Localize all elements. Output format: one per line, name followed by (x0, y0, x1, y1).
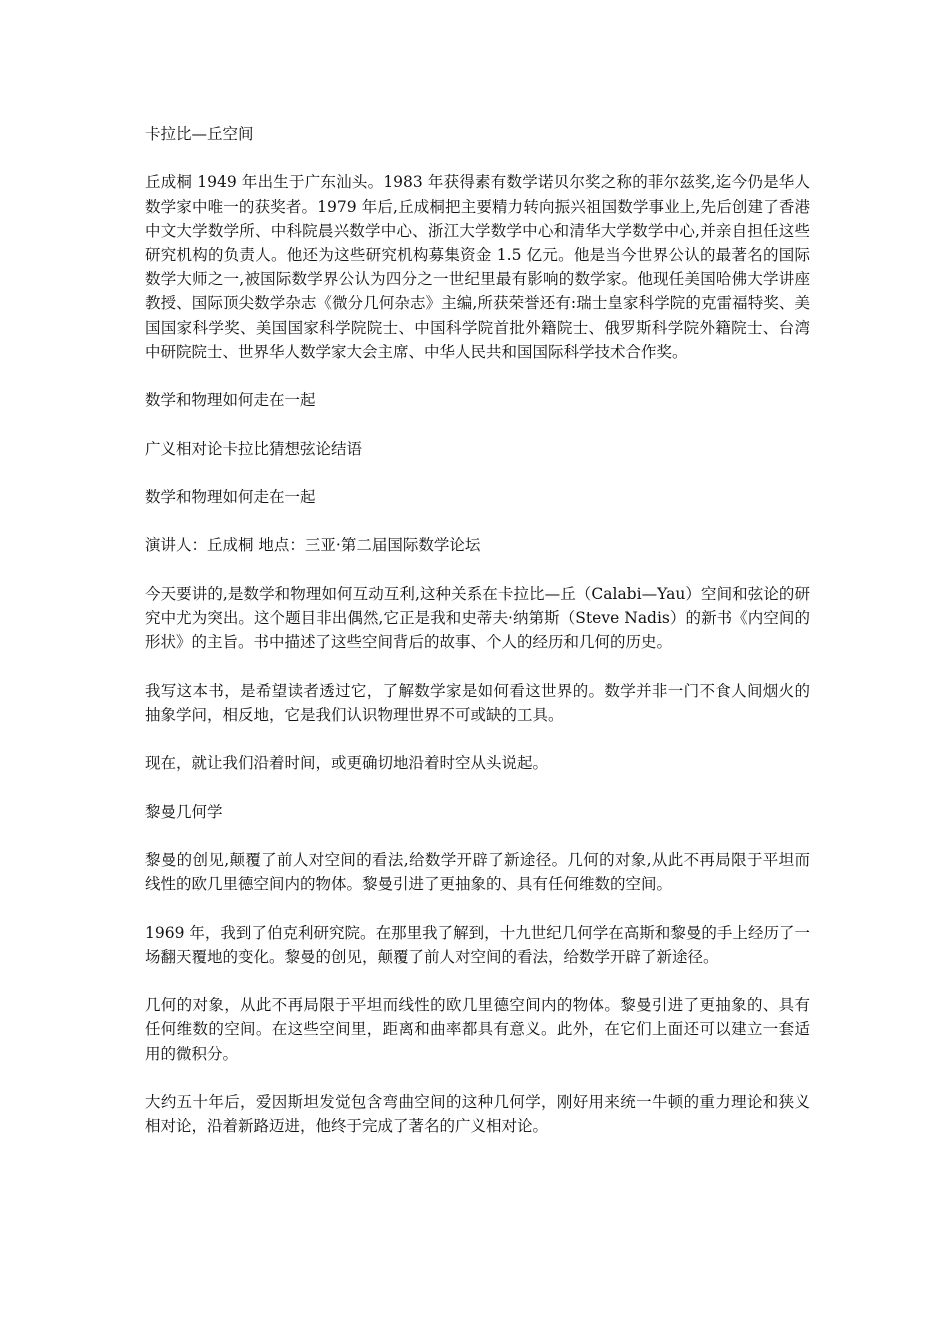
heading-math-physics-together-repeat: 数学和物理如何走在一起 (145, 487, 316, 506)
paragraph-riemann-insight: 黎曼的创见,颠覆了前人对空间的看法,给数学开辟了新途径。几何的对象,从此不再局限于平坦而线性的欧几里德空间内的物体。黎曼引进了更抽象的、具有任何维数的空间。 (145, 850, 810, 894)
paragraph-start-from-spacetime: 现在，就让我们沿着时间，或更确切地沿着时空从头说起。 (145, 754, 549, 773)
paragraph-einstein-relativity: 大约五十年后，爱因斯坦发觉包含弯曲空间的这种几何学，刚好用来统一牛顿的重力理论和狭义相对论，沿着新路迈进，他终于完成了著名的广义相对论。 (145, 1092, 810, 1136)
heading-math-physics-together: 数学和物理如何走在一起 (145, 391, 316, 410)
speaker-venue-line: 演讲人：丘成桐 地点：三亚·第二届国际数学论坛 (145, 536, 481, 555)
paragraph-book-purpose: 我写这本书，是希望读者透过它，了解数学家是如何看这世界的。数学并非一门不食人间烟火的抽象学问，相反地，它是我们认识物理世界不可或缺的工具。 (145, 681, 810, 724)
paragraph-intro-topic: 今天要讲的,是数学和物理如何互动互利,这种关系在卡拉比—丘（Calabi—Yau）空间和弦论的研究中尤为突出。这个题目非出偶然,它正是我和史蒂夫·纳第斯（Steve Nadis）的新书《内空间的形状》的主旨。书中描述了这些空间背后的故事、个人的经历和几何的历史。 (145, 584, 810, 652)
paragraph-berkeley-1969: 1969 年，我到了伯克利研究院。在那里我了解到，十九世纪几何学在高斯和黎曼的手上经历了一场翻天覆地的变化。黎曼的创见，颠覆了前人对空间的看法，给数学开辟了新途径。 (145, 923, 810, 966)
title-calabi-yau-space: 卡拉比—丘空间 (145, 125, 254, 143)
paragraph-yau-biography: 丘成桐 1949 年出生于广东汕头。1983 年获得素有数学诺贝尔奖之称的菲尔兹奖,迄今仍是华人数学家中唯一的获奖者。1979 年后,丘成桐把主要精力转向振兴祖国数学事业上,先后创建了香港中文大学数学所、中科院晨兴数学中心、浙江大学数学中心和清华大学数学中心,并亲自担任这些研究机构的负责人。他还为这些研究机构募集资金 1.5 亿元。他是当今世界公认的最著名的国际数学大师之一,被国际数学界公认为四分之一世纪里最有影响的数学家。他现任美国哈佛大学讲座教授、国际顶尖数学杂志《微分几何杂志》主编,所获荣誉还有:瑞士皇家科学院的克雷福特奖、美国国家科学奖、美国国家科学院院士、中国科学院首批外籍院士、俄罗斯科学院外籍院士、台湾中研院院士、世界华人数学家大会主席、中华人民共和国国际科学技术合作奖。 (145, 173, 810, 361)
heading-topic-list: 广义相对论卡拉比猜想弦论结语 (145, 439, 363, 458)
document-body (145, 122, 810, 1163)
paragraph-geometry-objects: 几何的对象，从此不再局限于平坦而线性的欧几里德空间内的物体。黎曼引进了更抽象的、具有任何维数的空间。在这些空间里，距离和曲率都具有意义。此外，在它们上面还可以建立一套适用的微积分。 (145, 996, 810, 1063)
heading-riemannian-geometry: 黎曼几何学 (145, 802, 223, 821)
